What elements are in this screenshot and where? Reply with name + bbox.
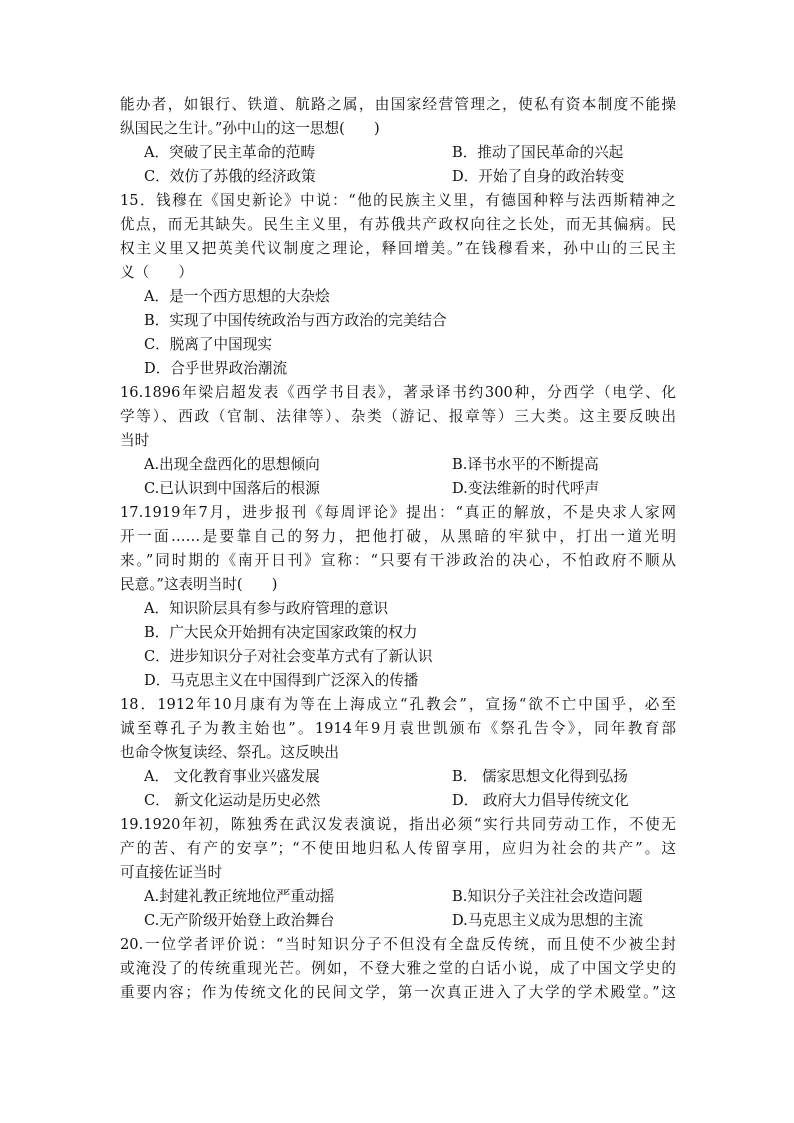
question-text-line: 权主义里又把英美代议制度之理论，释回增美。”在钱穆看来，孙中山的三民主	[120, 240, 676, 257]
question-text-line: 或淹没了的传统重现光芒。例如，不登大雅之堂的白话小说，成了中国文学史的	[120, 960, 676, 977]
question-text-line: 16.1896年梁启超发表《西学书目表》，著录译书约300种，分西学（电学、化	[120, 384, 676, 401]
option-row	[120, 885, 676, 909]
option-a: A．突破了民主革命的范畴	[144, 144, 316, 161]
option-d: D．马克思主义在中国得到广泛深入的传播	[144, 672, 419, 689]
option-row	[120, 477, 676, 501]
question-15	[120, 189, 676, 381]
question-text-line: 也命令恢复读经、祭孔。这反映出	[120, 744, 339, 761]
question-text-line: 产的苦、有产的安享”；“不使田地归私人传留享用，应归为社会的共产”。这	[120, 840, 676, 857]
question-text-line: 20.一位学者评价说：“当时知识分子不但没有全盘反传统，而且使不少被尘封	[120, 936, 676, 953]
option-a: A． 文化教育事业兴盛发展	[144, 768, 320, 785]
question-text-line: 15．钱穆在《国史新论》中说：“他的民族主义里，有德国种粹与法西斯精神之	[120, 192, 676, 209]
option-b: B．实现了中国传统政治与西方政治的完美结合	[144, 312, 447, 329]
option-d: D．开始了自身的政治转变	[452, 168, 625, 185]
option-c: C．效仿了苏俄的经济政策	[144, 168, 316, 185]
option-d: D． 政府大力倡导传统文化	[452, 792, 629, 809]
option-row	[120, 165, 676, 189]
question-text-line: 开一面……是要靠自己的努力，把他打破，从黑暗的牢狱中，打出一道光明	[120, 528, 676, 545]
option-row	[120, 765, 676, 789]
question-19	[120, 813, 676, 933]
question-text-line: 学等）、西政（官制、法律等）、杂类（游记、报章等）三大类。这主要反映出	[120, 408, 676, 425]
question-20	[120, 933, 676, 1005]
option-a: A.封建礼教正统地位严重动摇	[144, 888, 335, 905]
option-a: A.出现全盘西化的思想倾向	[144, 456, 320, 473]
option-a: A．是一个西方思想的大杂烩	[144, 288, 330, 305]
option-b: B． 儒家思想文化得到弘扬	[452, 768, 628, 785]
option-row	[120, 909, 676, 933]
exam-page	[120, 93, 676, 1005]
option-c: C.无产阶级开始登上政治舞台	[144, 912, 335, 929]
question-17	[120, 501, 676, 693]
option-b: B.知识分子关注社会改造问题	[452, 888, 643, 905]
option-c: C． 新文化运动是历史必然	[144, 792, 321, 809]
question-text-line: 重要内容；作为传统文化的民间文学，第一次真正进入了大学的学术殿堂。”这	[120, 984, 676, 1001]
option-a: A．知识阶层具有参与政府管理的意识	[144, 600, 389, 617]
option-c: C．进步知识分子对社会变革方式有了新认识	[144, 648, 433, 665]
question-text-line: 19.1920年初，陈独秀在武汉发表演说，指出必须“实行共同劳动工作，不使无	[120, 816, 676, 833]
option-d: D.马克思主义成为思想的主流	[452, 912, 643, 929]
question-14	[120, 93, 676, 189]
question-16	[120, 381, 676, 501]
question-text-line: 民意。”这表明当时( )	[120, 576, 278, 593]
question-text-line: 义（ ）	[120, 264, 193, 281]
question-text-line: 17.1919年7月，进步报刊《每周评论》提出：“真正的解放，不是央求人家网	[120, 504, 676, 521]
option-c: C．脱离了中国现实	[144, 336, 272, 353]
option-c: C.已认识到中国落后的根源	[144, 480, 320, 497]
option-b: B．推动了国民革命的兴起	[452, 144, 624, 161]
question-text-line: 能办者，如银行、铁道、航路之属，由国家经营管理之，使私有资本制度不能操	[120, 96, 676, 113]
question-text-line: 优点，而无其缺失。民生主义里，有苏俄共产政权向往之长处，而无其偏病。民	[120, 216, 676, 233]
option-row	[120, 141, 676, 165]
question-text-line: 18．1912年10月康有为等在上海成立“孔教会”，宣扬“欲不亡中国乎，必至	[120, 696, 676, 713]
option-row	[120, 789, 676, 813]
option-b: B.译书水平的不断提高	[452, 456, 599, 473]
question-text-line: 纵国民之生计。”孙中山的这一思想( )	[120, 120, 380, 137]
question-text-line: 来。”同时期的《南开日刊》宣称：“只要有干涉政治的决心，不怕政府不顺从	[120, 552, 676, 569]
question-text-line: 可直接佐证当时	[120, 864, 223, 881]
option-d: D.变法维新的时代呼声	[452, 480, 600, 497]
question-text-line: 诚至尊孔子为教主始也”。1914年9月袁世凯颁布《祭孔告令》，同年教育部	[120, 720, 676, 737]
option-d: D．合乎世界政治潮流	[144, 360, 288, 377]
question-text-line: 当时	[120, 432, 150, 449]
option-b: B．广大民众开始拥有决定国家政策的权力	[144, 624, 418, 641]
question-18	[120, 693, 676, 813]
option-row	[120, 453, 676, 477]
